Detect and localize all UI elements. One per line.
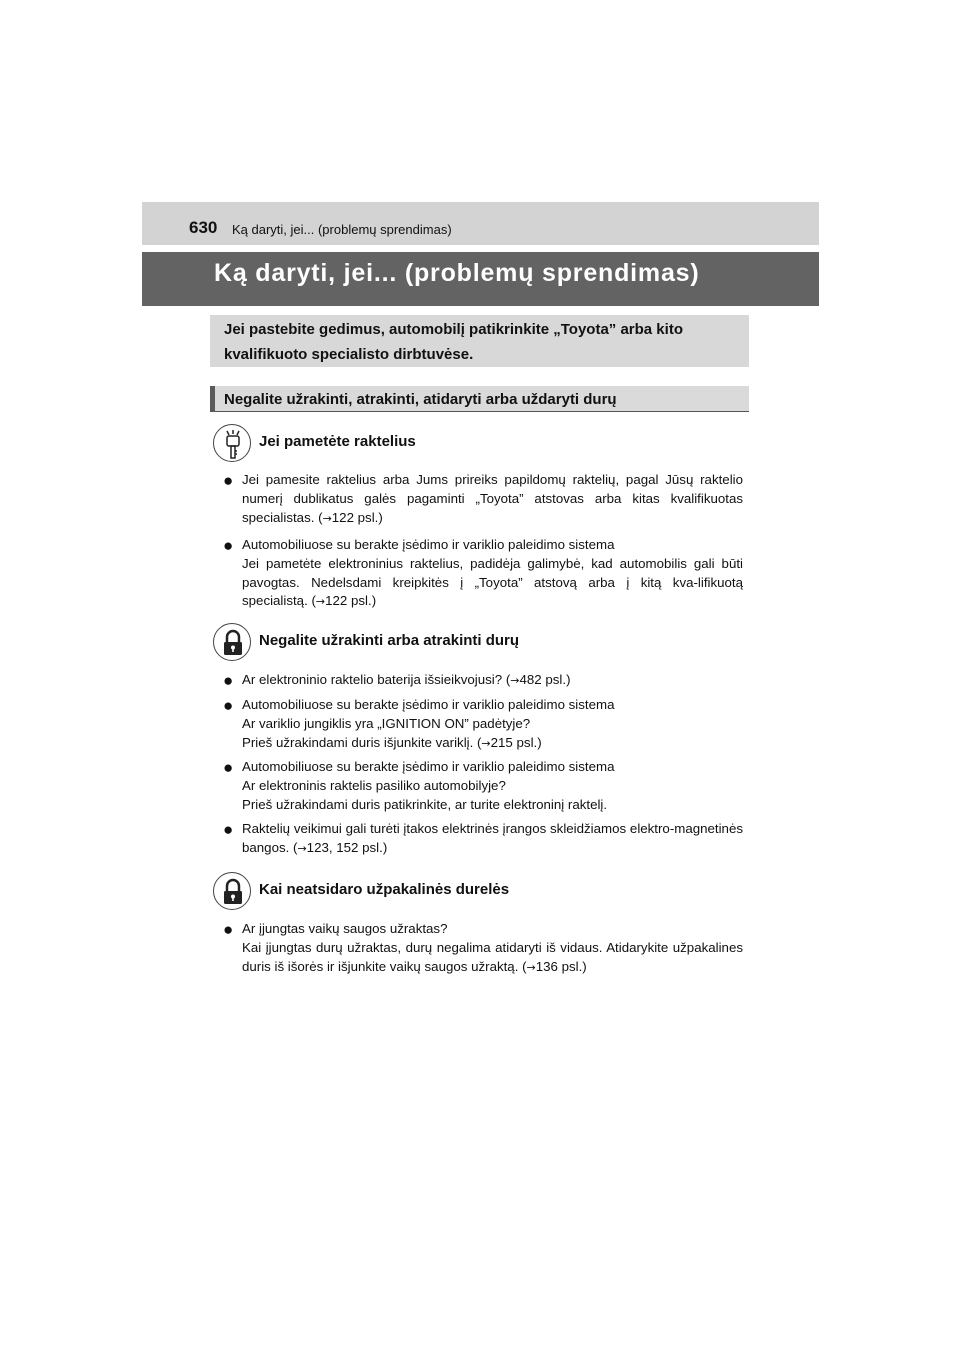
item-text: Jei pamesite raktelius arba Jums prireiks papildomų raktelių, pagal Jūsų raktelio numerį dublikatus galės pagaminti „Toyota” atstovas arba kitas kvalifikuotas specialistas. (: [242, 472, 743, 525]
subsection-heading: Jei pametėte raktelius: [259, 433, 416, 450]
running-title: Ką daryti, jei... (problemų sprendimas): [232, 222, 452, 237]
item-question: Ar variklio jungiklis yra „IGNITION ON” padėtyje?: [242, 715, 531, 731]
list-item: [242, 671, 743, 691]
bullet-icon: ●: [223, 536, 234, 555]
page-reference: 482 psl.): [519, 672, 571, 687]
item-question: Ar elektroninis raktelis pasiliko automobilyje?: [242, 777, 506, 793]
list-item: [242, 471, 743, 528]
item-text: Jei pametėte elektroninius raktelius, padidėja galimybė, kad automobilis gali būti pavogtas. Nedelsdami kreipkitės į „Toyota” atstovą arba į kitą kva-lifikuotą specialistą. (: [242, 555, 743, 609]
item-text: Prieš užrakindami duris išjunkite variklį. (: [242, 734, 482, 750]
item-condition: Automobiliuose su berakte įsėdimo ir variklio paleidimo sistema: [242, 697, 615, 712]
section-heading-stripe: [210, 386, 215, 412]
padlock-icon: [213, 623, 251, 661]
item-condition: Automobiliuose su berakte įsėdimo ir variklio paleidimo sistema: [242, 759, 615, 774]
item-text: Ar elektroninio raktelio baterija išsieikvojusi? (: [242, 672, 511, 687]
section-heading: Negalite užrakinti, atrakinti, atidaryti arba uždaryti durų: [224, 391, 617, 408]
arrow-icon: →: [315, 595, 326, 609]
item-condition: Automobiliuose su berakte įsėdimo ir variklio paleidimo sistema: [242, 537, 615, 552]
intro-text: Jei pastebite gedimus, automobilį patikrinkite „Toyota” arba kito kvalifikuoto specialisto dirbtuvėse.: [224, 321, 683, 363]
bullet-icon: ●: [223, 920, 234, 939]
arrow-icon: →: [481, 736, 491, 750]
arrow-icon: →: [297, 841, 307, 855]
arrow-icon: →: [510, 674, 520, 687]
key-icon: [213, 424, 251, 462]
subsection-heading: Negalite užrakinti arba atrakinti durų: [259, 632, 520, 649]
page-reference: 122 psl.): [331, 509, 383, 525]
arrow-icon: →: [526, 960, 536, 974]
bullet-icon: ●: [223, 820, 234, 839]
bullet-icon: ●: [223, 758, 234, 777]
bullet-icon: ●: [223, 696, 234, 715]
item-text: Prieš užrakindami duris patikrinkite, ar turite elektroninį raktelį.: [242, 796, 608, 812]
list-item: [242, 696, 743, 753]
arrow-icon: →: [322, 511, 332, 525]
list-item: [242, 920, 743, 977]
page-title: Ką daryti, jei... (problemų sprendimas): [214, 259, 700, 287]
bullet-icon: ●: [223, 471, 234, 490]
item-question: Ar įjungtas vaikų saugos užraktas?: [242, 921, 448, 936]
page-reference: 136 psl.): [535, 958, 587, 974]
page-reference: 215 psl.): [490, 734, 542, 750]
page-reference: 122 psl.): [325, 593, 377, 609]
list-item: [242, 758, 743, 814]
item-text: Kai įjungtas durų užraktas, durų negalima atidaryti iš vidaus. Atidarykite užpakalines duris iš išorės ir išjunkite vaikų saugos užraktą. (: [242, 939, 743, 974]
padlock-icon: [213, 872, 251, 910]
page-number: 630: [189, 218, 218, 237]
list-item: [242, 820, 743, 859]
page-reference: 123, 152 psl.): [306, 839, 388, 855]
list-item: [242, 536, 743, 612]
bullet-icon: ●: [223, 671, 234, 690]
item-text: Raktelių veikimui gali turėti įtakos elektrinės įrangos skleidžiamos elektro-magnetinės bangos. (: [242, 821, 743, 855]
subsection-heading: Kai neatsidaro užpakalinės durelės: [259, 881, 510, 898]
